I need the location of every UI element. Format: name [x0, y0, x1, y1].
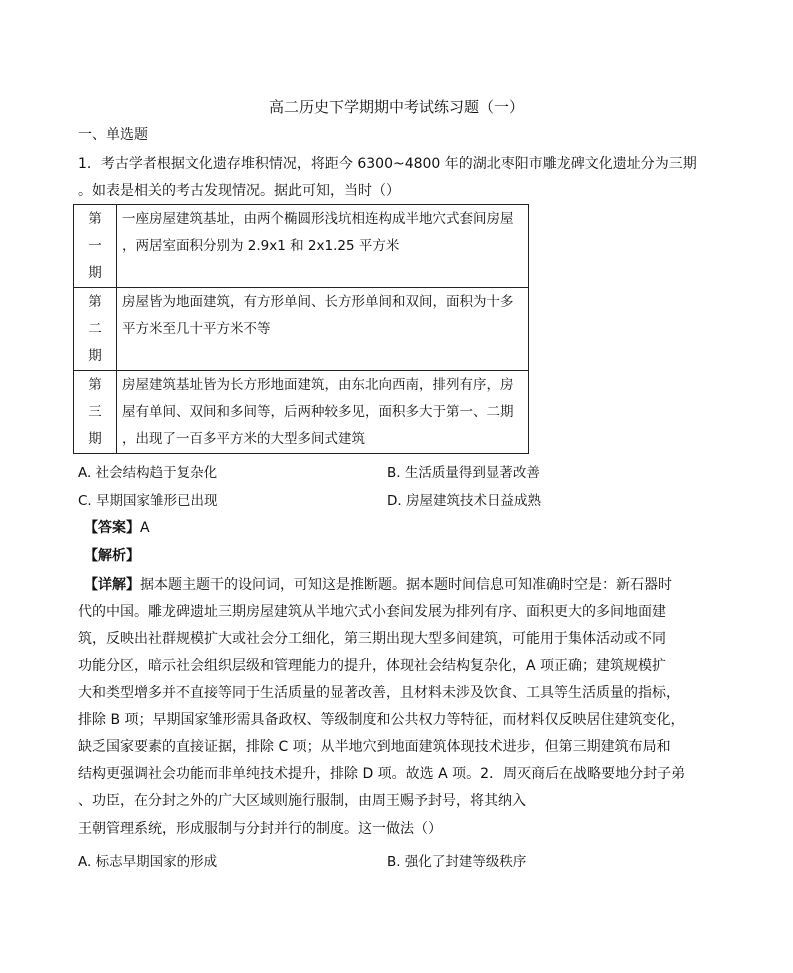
detail-line: 王朝管理系统，形成服制与分封并行的制度。这一做法（）	[78, 821, 442, 837]
answer-line	[84, 517, 150, 537]
phase-char: 期	[88, 265, 102, 281]
description-line: 一座房屋建筑基址，由两个椭圆形浅坑相连构成半地穴式套间房屋	[122, 211, 514, 227]
detail-line: 、功臣，在分封之外的广大区域则施行服制，由周王赐予封号，将其纳入	[78, 793, 526, 809]
question-1-stem-line-2: 。如表是相关的考古发现情况。据此可知，当时（）	[78, 183, 400, 199]
analysis-label: 【解析】	[84, 548, 140, 564]
phase-char: 期	[88, 431, 102, 447]
phase-char: 第	[88, 211, 102, 227]
table-row	[74, 205, 529, 288]
table-row	[74, 371, 529, 454]
section-heading: 一、单选题	[78, 127, 148, 143]
answer-tag: 【答案】	[84, 520, 140, 536]
description-line: 房屋建筑基址皆为长方形地面建筑，由东北向西南，排列有序，房	[122, 377, 514, 393]
phase-char: 一	[88, 238, 102, 254]
detail-text: 据本题主题干的设问词，可知这是推断题。据本题时间信息可知准确时空是：新石器时	[140, 577, 672, 593]
option-a: A. 社会结构趋于复杂化	[78, 465, 218, 481]
description-line: 屋有单间、双间和多间等，后两种较多见，面积多大于第一、二期	[122, 404, 514, 420]
description-line: 平方米至几十平方米不等	[122, 321, 271, 337]
answer-value: A	[140, 520, 150, 536]
detail-tag: 【详解】	[84, 577, 140, 593]
detail-line: 大和类型增多并不直接等同于生活质量的显著改善，且材料未涉及饮食、工具等生活质量的指标，	[78, 685, 680, 701]
phase-char: 第	[88, 294, 102, 310]
description-cell	[117, 288, 529, 371]
phase-char: 第	[88, 377, 102, 393]
phase-cell	[74, 371, 117, 454]
phase-char: 三	[88, 404, 102, 420]
detail-line: 结构更强调社会功能而非单纯技术提升，排除 D 项。故选 A 项。2．周灭商后在战略要地分封子弟	[78, 766, 686, 782]
phase-cell	[74, 205, 117, 288]
question-1-stem-line-1: 1．考古学者根据文化遗存堆积情况，将距今 6300~4800 年的湖北枣阳市雕龙碑文化遗址分为三期	[78, 156, 697, 172]
option-d: D. 房屋建筑技术日益成熟	[387, 493, 541, 509]
detail-line: 代的中国。雕龙碑遗址三期房屋建筑从半地穴式小套间发展为排列有序、面积更大的多间地面建	[78, 604, 666, 620]
description-cell	[117, 205, 529, 288]
description-line: 房屋皆为地面建筑，有方形单间、长方形单间和双间，面积为十多	[122, 294, 514, 310]
detail-line-1	[84, 574, 672, 594]
description-cell	[117, 371, 529, 454]
description-line: ，出现了一百多平方米的大型多间式建筑	[122, 431, 365, 447]
detail-line: 筑，反映出社群规模扩大或社会分工细化，第三期出现大型多间建筑，可能用于集体活动或不同	[78, 631, 666, 647]
option-b: B. 生活质量得到显著改善	[387, 465, 540, 481]
q2-option-a: A. 标志早期国家的形成	[78, 854, 218, 870]
page-title: 高二历史下学期期中考试练习题（一）	[268, 98, 524, 116]
description-line: ，两居室面积分别为 2.9x1 和 2x1.25 平方米	[122, 238, 400, 254]
analysis-tag	[84, 545, 140, 565]
detail-line: 缺乏国家要素的直接证据，排除 C 项；从半地穴到地面建筑体现技术进步，但第三期建筑布局和	[78, 739, 671, 755]
phase-cell	[74, 288, 117, 371]
table-row	[74, 288, 529, 371]
option-c: C. 早期国家雏形已出现	[78, 493, 218, 509]
phase-char: 期	[88, 348, 102, 364]
archaeology-table	[73, 204, 529, 454]
phase-char: 二	[88, 321, 102, 337]
q2-option-b: B. 强化了封建等级秩序	[387, 854, 527, 870]
detail-line: 功能分区，暗示社会组织层级和管理能力的提升，体现社会结构复杂化，A 项正确；建筑规模扩	[78, 658, 667, 674]
detail-line: 排除 B 项；早期国家雏形需具备政权、等级制度和公共权力等特征，而材料仅反映居住建筑变化，	[78, 712, 685, 728]
